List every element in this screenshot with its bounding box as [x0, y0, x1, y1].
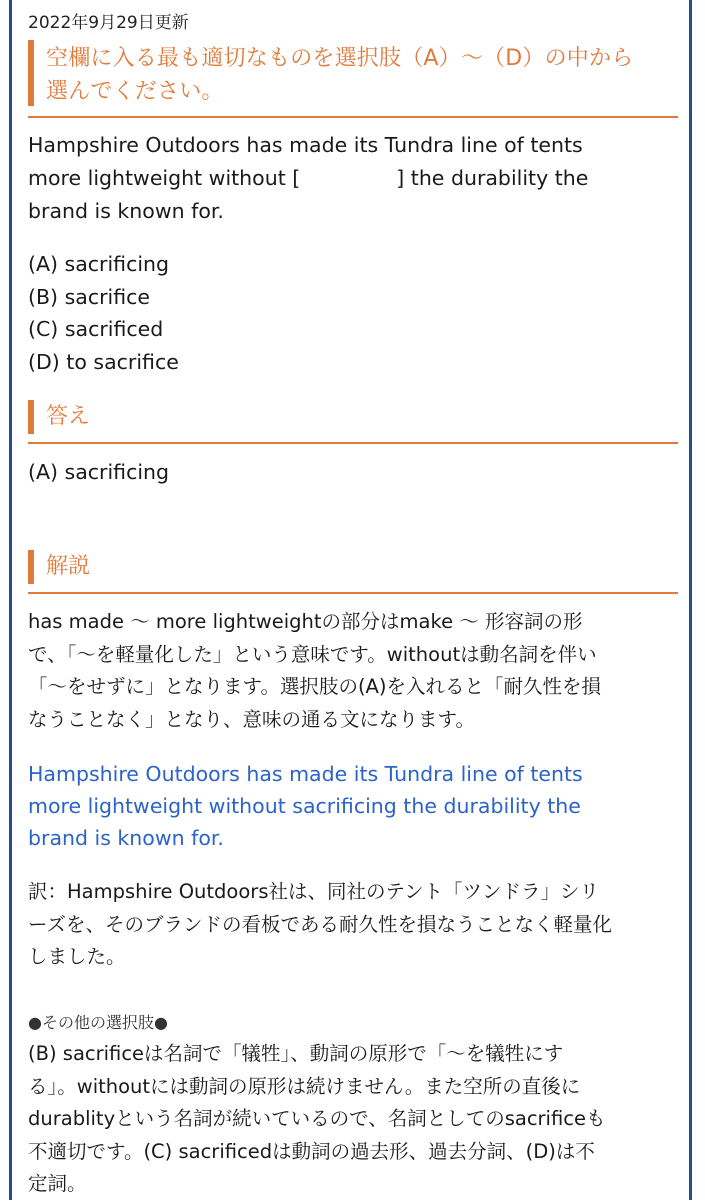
choice-c: (C) sacrificed [28, 317, 164, 341]
choice-d: (D) to sacrifice [28, 349, 179, 374]
question-line: brand is known for. [28, 199, 224, 223]
other-choices-line: 不適切です。(C) sacrificedは動詞の過去形、過去分詞、(D)は不 [28, 1139, 595, 1163]
answer-text: (A) sacrificing [28, 460, 170, 484]
full-sentence-line: Hampshire Outdoors has made its Tundra line of tents [28, 762, 583, 786]
explanation-line: has made ～ more lightweightの部分はmake ～ 形容詞の形 [28, 610, 583, 633]
heading-accent-bar [28, 400, 34, 434]
heading-accent-bar [28, 550, 34, 584]
question-heading-line: 空欄に入る最も適切なものを選択肢（A）～（D）の中から [46, 46, 634, 71]
other-choices-line: 定詞。 [28, 1172, 87, 1195]
question-line-before-blank: more lightweight without [ [28, 166, 301, 190]
other-choices-line: (B) sacrificeは名詞で「犠牲」、動詞の原形で「～を犠牲にす [28, 1042, 564, 1065]
right-frame-border [689, 0, 692, 1200]
explanation-line: 「～をせずに」となります。選択肢の(A)を入れると「耐久性を損 [28, 675, 601, 698]
choice-b: (B) sacrifice [28, 284, 151, 309]
answer-heading-text: 答え [46, 404, 91, 429]
other-choices-line: durablityという名詞が続いているので、名詞としてのsacrificeも [28, 1107, 606, 1130]
translation-line: しました。 [28, 945, 126, 968]
explanation-line: なうことなく」となり、意味の通る文になります。 [28, 707, 475, 731]
heading-accent-bar [28, 40, 34, 106]
question-heading-line: 選んでください。 [46, 79, 224, 104]
question-line [28, 162, 588, 195]
question-text [28, 129, 588, 228]
question-heading-text [46, 42, 633, 108]
full-sentence-line: brand is known for. [28, 826, 224, 850]
other-choices-line: る」。withoutには動詞の原形は続けません。また空所の直後に [28, 1074, 581, 1098]
translation-paragraph [28, 876, 612, 974]
explanation-line: で、「～を軽量化した」という意味です。withoutは動名詞を伴い [28, 642, 597, 666]
other-choices-paragraph [28, 1038, 605, 1201]
full-sentence [28, 758, 583, 854]
updated-date: 2022年9月29日更新 [28, 13, 189, 33]
translation-line: ーズを、そのブランドの看板である耐久性を損なうことなく軽量化 [28, 912, 613, 936]
explanation-heading [28, 548, 678, 594]
answer-heading [28, 398, 678, 444]
explanation-heading-text: 解説 [46, 554, 91, 579]
question-line-after-blank: ] the durability the [396, 166, 589, 190]
question-heading [28, 40, 678, 118]
translation-line: 訳：Hampshire Outdoors社は、同社のテント「ツンドラ」シリ [28, 880, 599, 903]
choices-list [28, 248, 179, 378]
left-frame-border [9, 0, 12, 1200]
other-choices-label: ●その他の選択肢● [28, 1013, 168, 1032]
question-line: Hampshire Outdoors has made its Tundra line of tents [28, 133, 583, 157]
full-sentence-line: more lightweight without sacrificing the durability the [28, 794, 581, 818]
explanation-paragraph [28, 606, 601, 736]
choice-a: (A) sacrificing [28, 252, 170, 276]
